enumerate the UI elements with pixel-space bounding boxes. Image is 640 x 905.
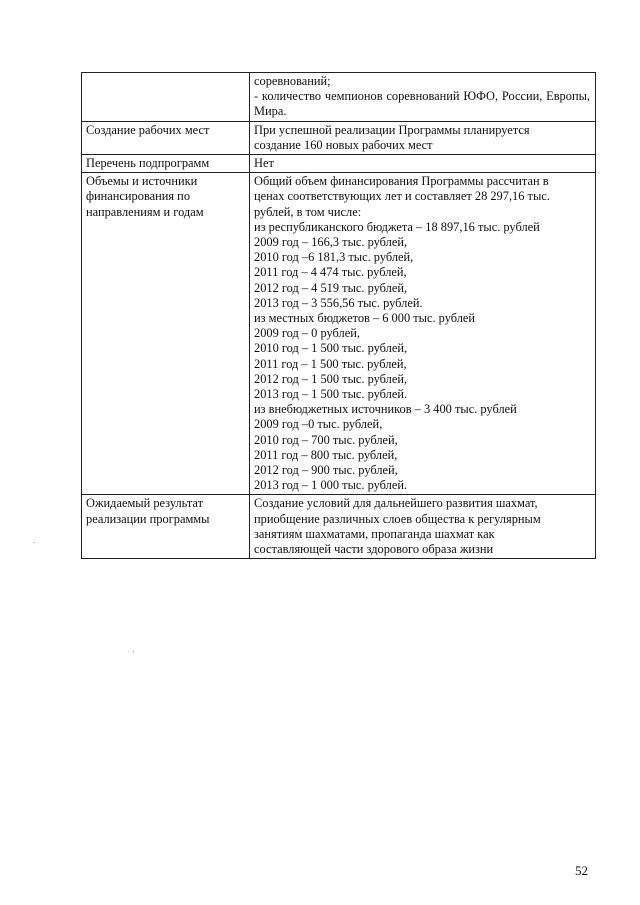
text-line: 2009 год – 166,3 тыс. рублей, (254, 235, 408, 250)
text-line: При успешной реализации Программы планируется (254, 122, 530, 137)
text-line: 2013 год – 3 556,56 тыс. рублей. (254, 295, 423, 310)
table-cell-value (250, 495, 596, 559)
label-line: финансирования по (86, 189, 191, 204)
table-cell-label: Перечень подпрограмм (82, 155, 250, 173)
table-cell-value (250, 73, 596, 122)
text-line: Нет (254, 156, 274, 171)
text-line: 2012 год – 1 500 тыс. рублей, (254, 371, 408, 386)
table-cell-value (250, 155, 596, 173)
text-line: составляющей части здорового образа жизни (254, 542, 494, 557)
text-line: 2010 год – 700 тыс. рублей, (254, 432, 398, 447)
table-row-subprograms (82, 155, 596, 173)
table-cell-label (82, 495, 250, 559)
text-line: 2009 год –0 тыс. рублей, (254, 417, 383, 432)
text-line: из республиканского бюджета – 18 897,16 тыс. рублей (254, 219, 540, 234)
text-line: 2010 год – 1 500 тыс. рублей, (254, 341, 408, 356)
text-line: 2013 год – 1 000 тыс. рублей. (254, 478, 408, 493)
text-line: занятиям шахматами, пропаганда шахмат как (254, 526, 495, 541)
text-line: Создание условий для дальнейшего развития шахмат, (254, 496, 538, 511)
text-line: создание 160 новых рабочих мест (254, 137, 433, 152)
text-line: 2011 год – 800 тыс. рублей, (254, 447, 398, 462)
text-line: 2011 год – 1 500 тыс. рублей, (254, 356, 407, 371)
table-row-financing (82, 173, 596, 495)
table-cell-label: Создание рабочих мест (82, 121, 250, 154)
text-line: 2012 год – 900 тыс. рублей, (254, 463, 398, 478)
text-line: ценах соответствующих лет и составляет 28 297,16 тыс. (254, 189, 550, 204)
text-line: - количество чемпионов соревнований ЮФО, России, Европы, Мира. (254, 89, 590, 119)
scan-speck (34, 542, 35, 543)
page-number: 52 (575, 863, 588, 878)
text-line: 2010 год –6 181,3 тыс. рублей, (254, 250, 414, 265)
table-cell-value (250, 173, 596, 495)
text-line: Общий объем финансирования Программы рассчитан в (254, 174, 549, 189)
table-row-indicators-continued (82, 73, 596, 122)
label-line: направлениям и годам (86, 204, 204, 219)
text-line: 2009 год – 0 рублей, (254, 326, 360, 341)
table-row-job-creation (82, 121, 596, 154)
text-line: соревнований; (254, 74, 331, 88)
table-cell-label (82, 73, 250, 122)
text-line: 2011 год – 4 474 тыс. рублей, (254, 265, 407, 280)
text-line: приобщение различных слоев общества к регулярным (254, 511, 541, 526)
table-row-expected-result (82, 495, 596, 559)
text-line: 2013 год – 1 500 тыс. рублей. (254, 387, 408, 402)
label-line: Объемы и источники (86, 174, 198, 189)
text-line: 2012 год – 4 519 тыс. рублей, (254, 280, 408, 295)
text-line: рублей, в том числе: (254, 204, 362, 219)
scan-speck (133, 651, 134, 652)
table-cell-label (82, 173, 250, 495)
passport-table (81, 72, 596, 559)
label-line: реализации программы (86, 511, 210, 526)
label-line: Ожидаемый результат (86, 496, 203, 511)
table-cell-value (250, 121, 596, 154)
text-line: из местных бюджетов – 6 000 тыс. рублей (254, 311, 476, 326)
text-line: из внебюджетных источников – 3 400 тыс. рублей (254, 402, 517, 417)
